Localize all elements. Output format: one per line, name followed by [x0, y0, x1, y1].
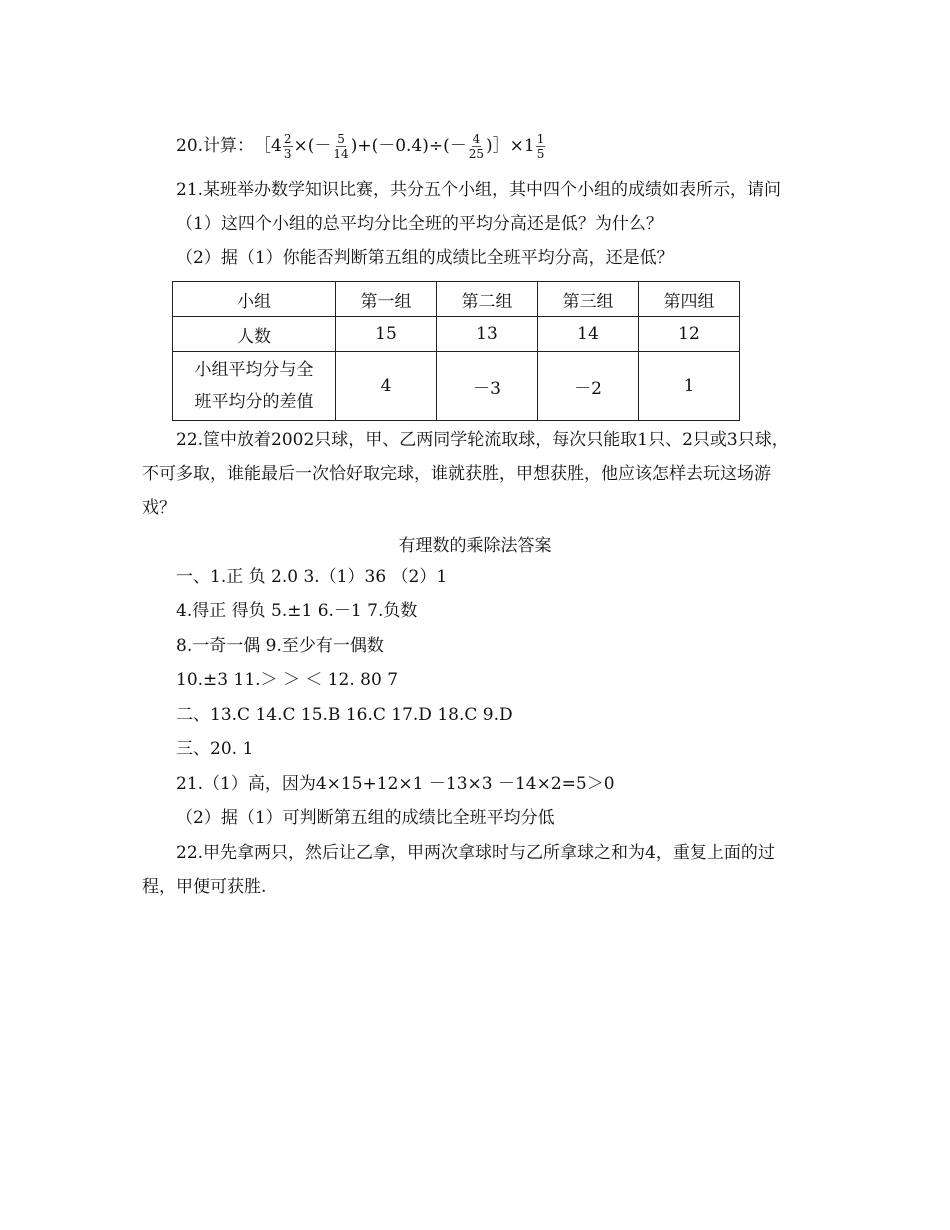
answer-line: 4.得正 得负 5.±1 6.－1 7.负数: [176, 601, 418, 621]
answer-line: 22.甲先拿两只，然后让乙拿，甲两次拿球时与乙所拿球之和为4，重复上面的过: [176, 843, 775, 863]
table-cell: 15: [336, 317, 437, 352]
table-row-label-line-2: 班平均分的差值: [194, 392, 314, 412]
answer-line: 一、1.正 负 2.0 3.（1）36 （2）1: [176, 567, 448, 587]
question-21-sub-1: （1）这四个小组的总平均分比全班的平均分高还是低？为什么？: [176, 214, 663, 234]
fraction-numerator: 2: [283, 131, 292, 146]
table-header-cell: 第三组: [538, 282, 639, 317]
answer-line: 程，甲便可获胜.: [142, 877, 267, 897]
answer-line: 三、20. 1: [176, 739, 254, 759]
fraction-denominator: 14: [333, 146, 349, 161]
table-cell: 12: [639, 317, 740, 352]
answer-line: 8.一奇一偶 9.至少有一偶数: [176, 636, 384, 656]
fraction-denominator: 25: [468, 146, 485, 161]
q20-label: 20.计算：: [176, 136, 255, 156]
fraction-numerator: 1: [536, 131, 545, 146]
table-header-row: [173, 282, 740, 317]
answer-line: 10.±3 11.＞ ＞ ＜ 12. 80 7: [176, 670, 399, 690]
table-row-label-line-1: 小组平均分与全: [194, 360, 314, 380]
fraction-numerator: 4: [472, 131, 481, 146]
fraction-2-3: [283, 132, 293, 161]
answer-line: （2）据（1）可判断第五组的成绩比全班平均分低: [176, 808, 555, 828]
fraction-numerator: 5: [337, 131, 345, 146]
q20-part-3: )］×1: [486, 136, 535, 156]
q20-part-1: ×(－: [293, 136, 332, 156]
group-score-table: [172, 281, 740, 421]
table-row-people: [173, 317, 740, 352]
answers-title: 有理数的乘除法答案: [398, 536, 552, 556]
fraction-4-25: [468, 132, 485, 161]
q20-part-2: )+(－0.4)÷(－: [350, 136, 467, 156]
table-cell: －2: [538, 352, 639, 421]
fraction-denominator: 5: [536, 146, 545, 161]
question-21-sub-2: （2）据（1）你能否判断第五组的成绩比全班平均分高，还是低？: [176, 248, 674, 268]
question-21-stem: 21.某班举办数学知识比赛，共分五个小组，其中四个小组的成绩如表所示，请问: [176, 180, 782, 200]
question-20: [176, 128, 546, 164]
answer-line: 二、13.C 14.C 15.B 16.C 17.D 18.C 9.D: [176, 705, 513, 725]
fraction-1-5: [536, 132, 546, 161]
question-22-line-3: 戏？: [142, 498, 176, 518]
table-cell: 14: [538, 317, 639, 352]
table-cell: 4: [336, 352, 437, 421]
table-row-difference: [173, 352, 740, 421]
table-row-label: 人数: [173, 317, 336, 352]
table-header-cell: 小组: [173, 282, 336, 317]
table-row-label: [173, 352, 336, 421]
table-header-cell: 第一组: [336, 282, 437, 317]
table-cell: 1: [639, 352, 740, 421]
table-header-cell: 第二组: [437, 282, 538, 317]
question-22-line-2: 不可多取，谁能最后一次恰好取完球，谁就获胜，甲想获胜，他应该怎样去玩这场游: [142, 464, 771, 484]
q20-part-open: ［4: [254, 136, 282, 156]
table-cell: －3: [437, 352, 538, 421]
table-cell: 13: [437, 317, 538, 352]
fraction-denominator: 3: [283, 146, 292, 161]
table-header-cell: 第四组: [639, 282, 740, 317]
answer-line: 21.（1）高，因为4×15+12×1 －13×3 －14×2=5＞0: [176, 774, 615, 794]
fraction-5-14: [332, 132, 349, 161]
question-22-line-1: 22.筐中放着2002只球，甲、乙两同学轮流取球，每次只能取1只、2只或3只球，: [176, 430, 789, 450]
